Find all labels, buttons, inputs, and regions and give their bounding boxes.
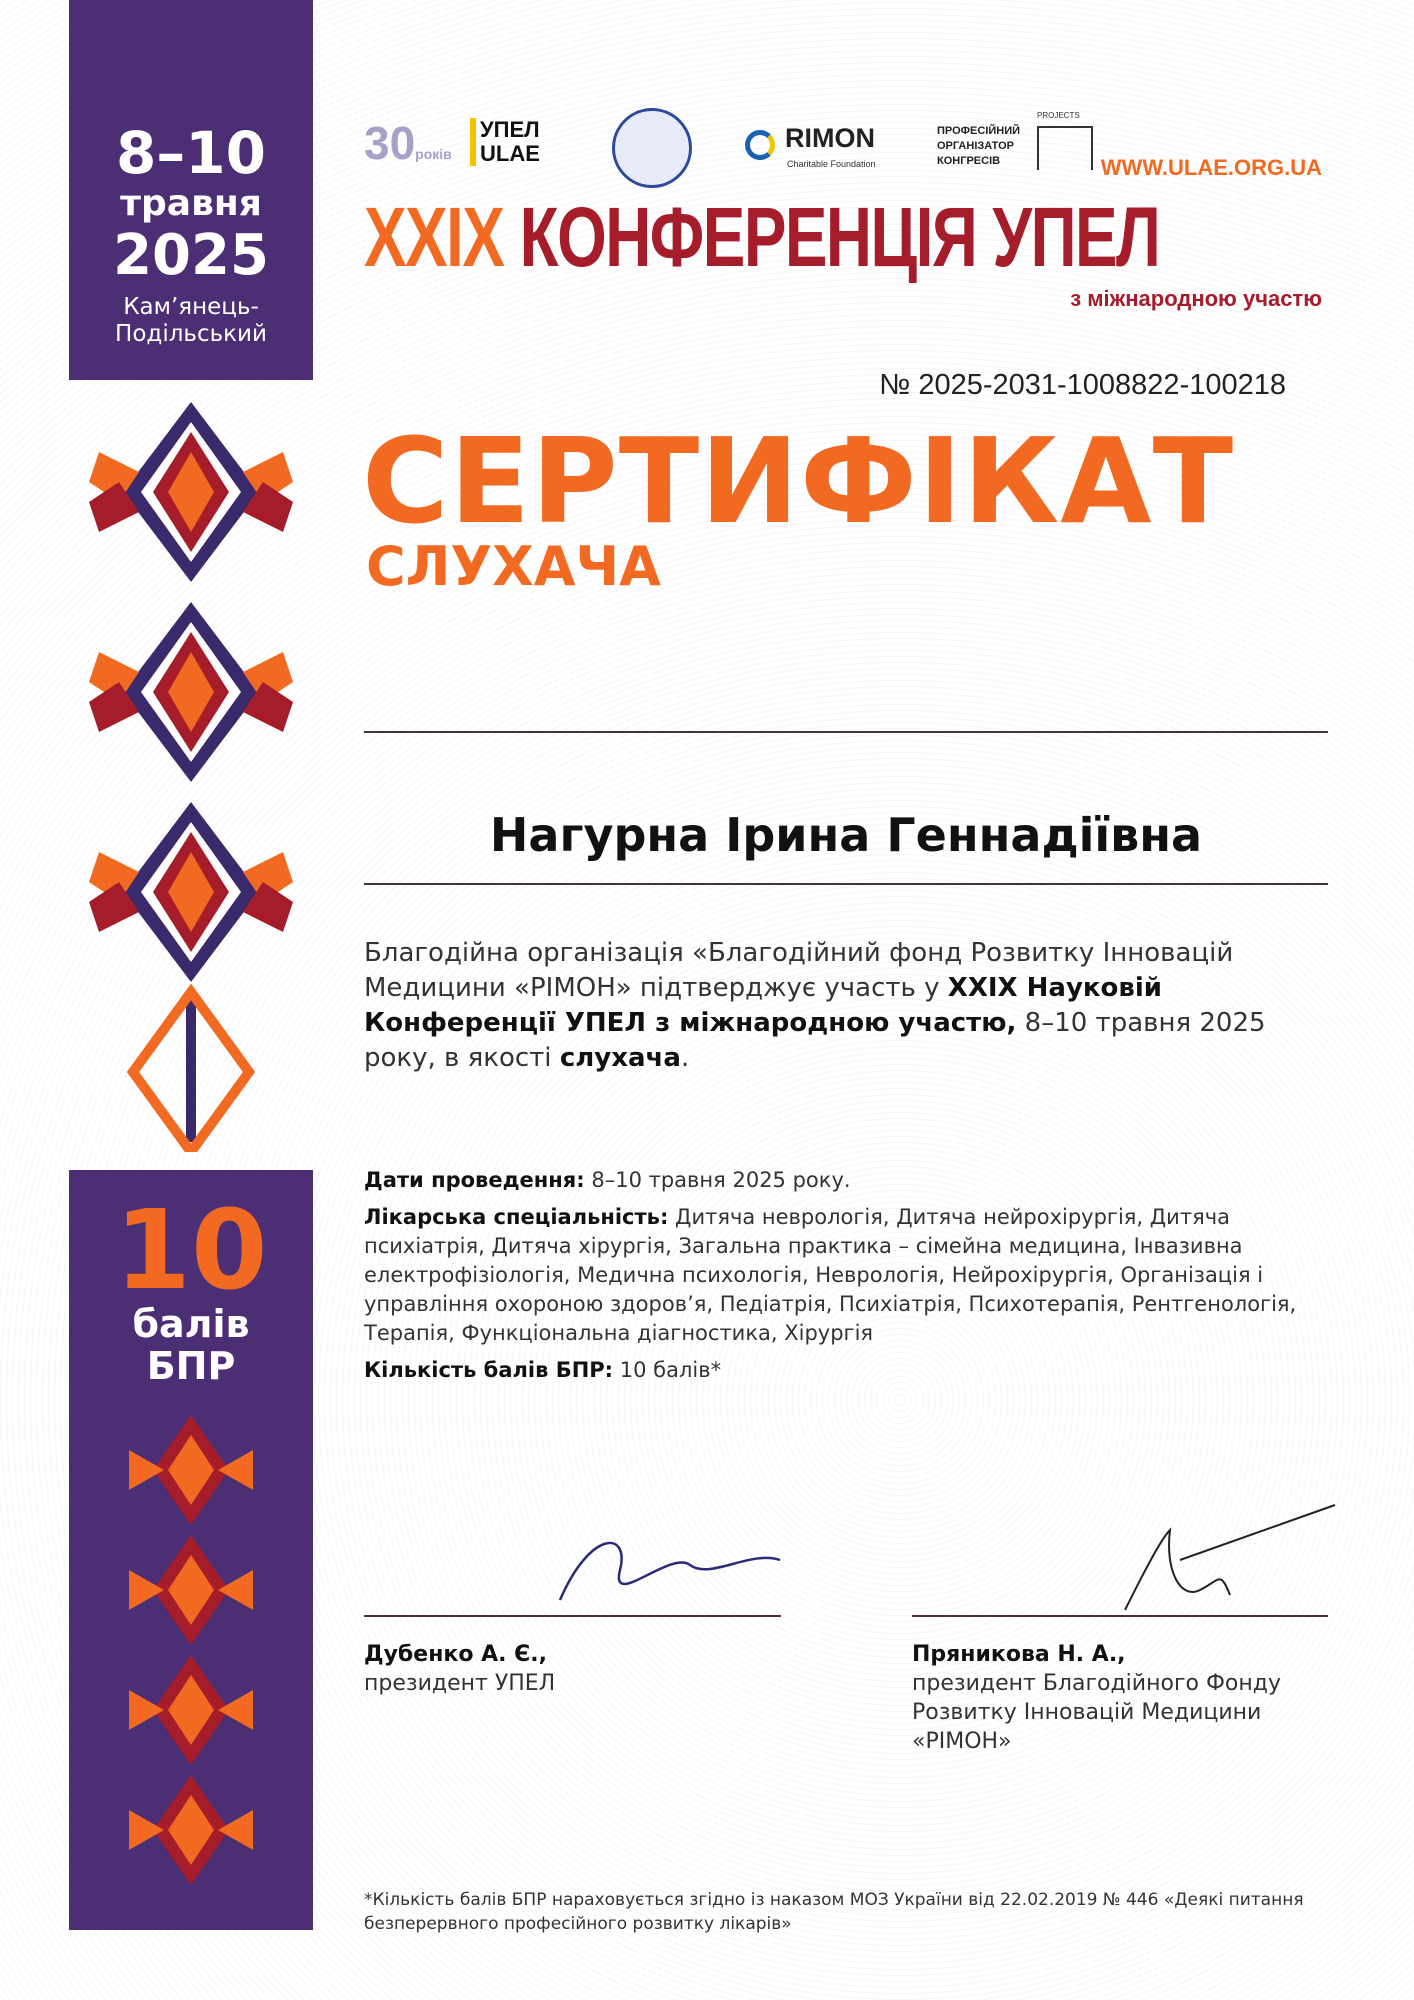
rimon-subtitle: Charitable Foundation [787,159,876,169]
ulae-30-years-logo [364,118,452,169]
website-link[interactable]: WWW.ULAE.ORG.UA [1100,155,1322,180]
signature-pryanykova-icon [1120,1500,1340,1620]
statement-text-2: 8–10 травня 2025 року, в якості [364,1008,1266,1073]
organizer-line: КОНГРЕСІВ [937,155,1001,167]
university-seal-icon [612,108,692,188]
ulae-name-en: ULAE [480,141,540,166]
statement-end: . [680,1043,690,1073]
dates-value: 8–10 травня 2025 року. [584,1168,851,1192]
event-city: Кам’янець- [123,294,259,320]
signatory-role: президент УПЕЛ [364,1671,556,1696]
event-city-2: Подільський [115,321,267,347]
conference-name: КОНФЕРЕНЦІЯ УПЕЛ [519,190,1160,284]
points-label: Кількість балів БПР: [364,1358,614,1382]
specialty-value: Дитяча неврологія, Дитяча нейрохірургія, Дитяча психіатрія, Дитяча хірургія, Загальна практика – сімейна медицина, Інвазивна електрофізіологія, Медична психологія, Неврологія, Нейрохірургія, Організація і управління охороною здоров’я, Педіатрія, Психіатрія, Психотерапія, Рентгенологія, Терапія, Функціональна діагностика, Хірургія [364,1205,1297,1345]
embroidery-ornament-small-icon [69,1410,313,1890]
signatory-1 [364,1640,774,1698]
ulae-years: 30 [364,117,416,169]
signatory-role: президент Благодійного Фонду Розвитку Інновацій Медицини «РІМОН» [912,1671,1281,1754]
event-dates: 8–10 [115,119,267,187]
rimon-logo-icon [745,130,775,160]
recipient-name: Нагурна Ірина Геннадіївна [489,808,1203,862]
conference-subtitle: з міжнародною участю [1070,286,1322,311]
event-year: 2025 [113,223,269,288]
ulae-years-label: років [415,146,452,162]
certificate-number: № 2025-2031-1008822-100218 [879,369,1286,401]
cpd-points-value: 10 [114,1186,268,1314]
divider [364,883,1328,885]
signatory-2 [912,1640,1322,1756]
cpd-points-unit: балів [132,1302,250,1346]
rimon-logo-text: RIMON [785,123,875,153]
signature-line [912,1615,1328,1617]
dates-label: Дати проведення: [364,1168,585,1192]
certificate-details [364,1166,1324,1393]
organizer-line: ПРОФЕСІЙНИЙ [937,125,1021,137]
certificate-title: СЕРТИФІКАТ [362,412,1235,550]
certificate-subtitle: СЛУХАЧА [366,535,661,598]
organizer-label [937,124,1020,169]
divider [364,731,1328,733]
embroidery-ornament-icon [69,392,313,1152]
projects-logo-icon [1037,126,1093,170]
conference-number: XXIX [364,190,504,284]
statement-role: слухача [559,1043,681,1073]
footnote: *Кількість балів БПР нараховується згідно із наказом МОЗ України від 22.02.2019 № 446 «Деякі питання безперервного професійного розвитку лікарів» [364,1890,1304,1934]
signatory-name: Пряникова Н. А., [912,1642,1126,1667]
conference-title [364,190,1160,284]
cpd-points-type: БПР [146,1344,236,1388]
signatory-name: Дубенко А. Є., [364,1642,548,1667]
specialty-label: Лікарська спеціальність: [364,1205,669,1229]
certificate-statement [364,936,1344,1076]
statement-conference: XXIX Науковій Конференції УПЕЛ з міжнародною участю, [364,973,1162,1038]
signature-line [364,1615,781,1617]
statement-text: Благодійна організація «Благодійний фонд Розвитку Інновацій Медицини «РІМОН» підтверджує участь у [364,938,1234,1003]
organizer-line: ОРГАНІЗАТОР [937,140,1015,152]
event-date-panel [69,0,313,380]
event-month: травня [120,183,262,224]
projects-logo: PROJECTS [1037,111,1080,120]
ulae-name-ua: УПЕЛ [480,117,540,142]
ulae-logo [470,118,540,166]
points-value: 10 балів* [613,1358,722,1382]
signature-dubenko-icon [550,1520,790,1610]
